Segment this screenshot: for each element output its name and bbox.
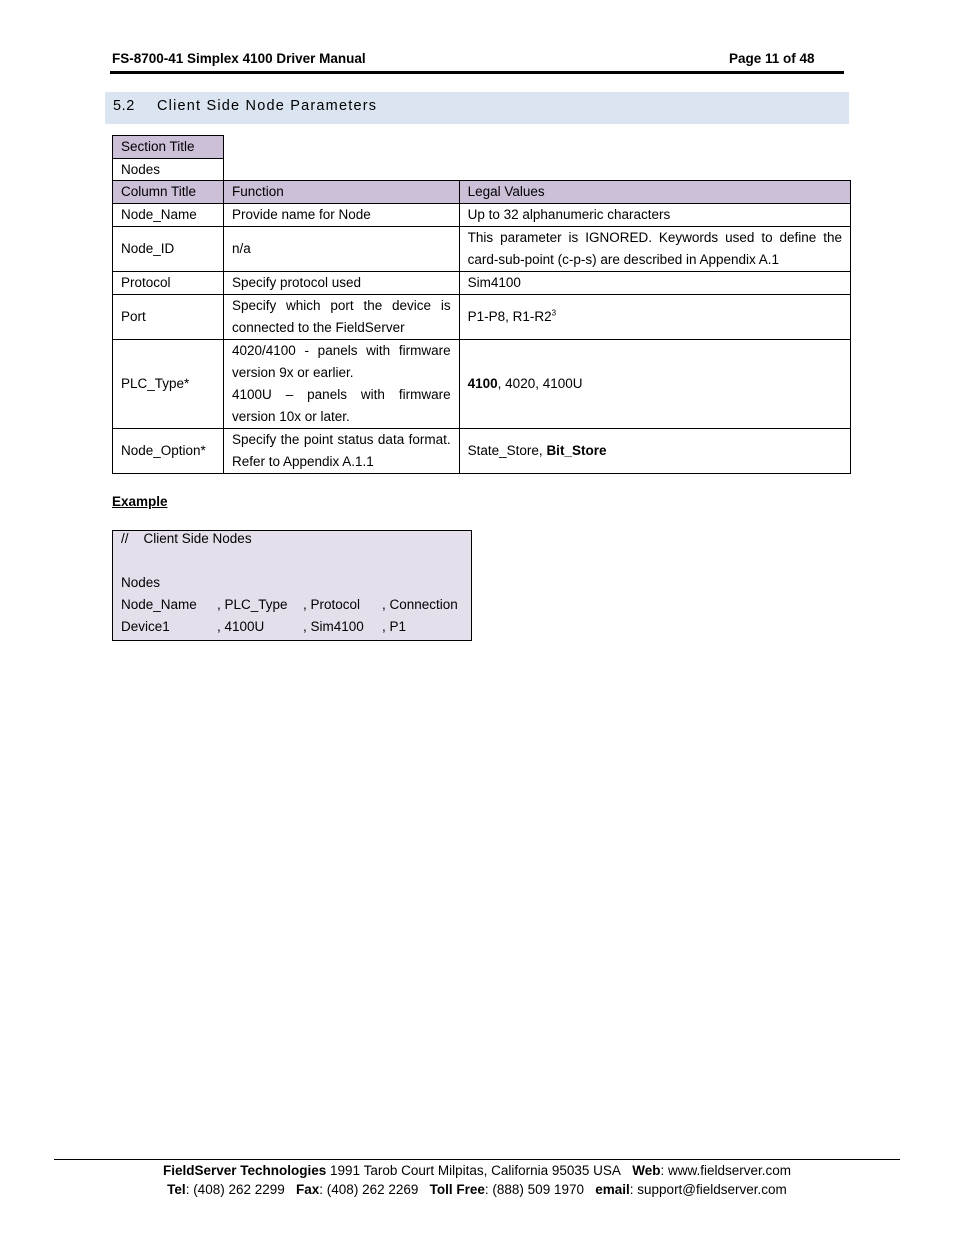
code-section: Nodes — [121, 575, 161, 590]
column-header-legal-values: Legal Values — [459, 181, 850, 204]
code-value-cell: , Sim4100 — [303, 619, 364, 634]
email-address: : support@fieldserver.com — [629, 1182, 787, 1197]
row-legal-values: Up to 32 alphanumeric characters — [459, 204, 850, 227]
row-name: Port — [113, 295, 224, 340]
row-legal-values — [459, 429, 850, 474]
fax-number: : (408) 262 2269 — [319, 1182, 419, 1197]
row-legal-values: Sim4100 — [459, 272, 850, 295]
table-row — [113, 204, 851, 227]
code-value-cell: , P1 — [382, 619, 407, 634]
tollfree-label: Toll Free — [429, 1182, 485, 1197]
section-title-table — [112, 135, 224, 182]
code-header-cell: , PLC_Type — [217, 597, 288, 612]
legal-values-text: P1-P8, R1-R2 — [467, 309, 552, 324]
section-title-label: Section Title — [113, 136, 224, 159]
row-legal-values — [459, 340, 850, 429]
row-function: n/a — [223, 227, 459, 272]
company-name: FieldServer Technologies — [162, 1163, 327, 1178]
example-code-box — [112, 530, 472, 641]
footer-divider — [54, 1159, 900, 1160]
table-row — [113, 227, 851, 272]
page-number: Page 11 of 48 — [729, 51, 815, 66]
row-function: Specify which port the device is connected to the FieldServer — [223, 295, 459, 340]
email-label: email — [595, 1182, 630, 1197]
code-comment: // Client Side Nodes — [121, 531, 252, 546]
code-value-cell: , 4100U — [217, 619, 265, 634]
tel-number: : (408) 262 2299 — [185, 1182, 285, 1197]
code-header-cell: Node_Name — [121, 597, 197, 612]
footer-contact-line — [0, 1182, 954, 1197]
row-function — [223, 340, 459, 429]
row-legal-values — [459, 295, 850, 340]
footnote-marker: 3 — [551, 308, 557, 318]
table-row — [113, 295, 851, 340]
table-row — [113, 272, 851, 295]
code-value-cell: Device1 — [121, 619, 170, 634]
row-name: Protocol — [113, 272, 224, 295]
tollfree-number: : (888) 509 1970 — [484, 1182, 584, 1197]
tel-label: Tel — [167, 1182, 186, 1197]
row-name: PLC_Type* — [113, 340, 224, 429]
other-values: State_Store, — [467, 443, 547, 458]
column-header-function: Function — [223, 181, 459, 204]
code-header-cell: , Connection — [382, 597, 458, 612]
section-title-value: Nodes — [113, 159, 224, 182]
function-line-a: 4020/4100 - panels with firmware version 9x or earlier. — [231, 343, 451, 380]
table-header-row — [113, 181, 851, 204]
footer-address-line — [0, 1163, 954, 1178]
default-value: Bit_Store — [546, 443, 607, 458]
row-function: Specify the point status data format. Refer to Appendix A.1.1 — [223, 429, 459, 474]
fax-label: Fax — [296, 1182, 320, 1197]
default-value: 4100 — [467, 376, 498, 391]
parameters-table — [112, 180, 851, 474]
example-heading: Example — [112, 494, 168, 509]
company-address: 1991 Tarob Court Milpitas, California 95035 USA — [326, 1163, 621, 1178]
other-values: , 4020, 4100U — [497, 376, 583, 391]
table-row — [113, 429, 851, 474]
row-name: Node_Name — [113, 204, 224, 227]
code-header-cell: , Protocol — [303, 597, 361, 612]
section-number: 5.2 — [113, 98, 135, 114]
header-divider — [110, 71, 844, 74]
row-legal-values: This parameter is IGNORED. Keywords used to define the card-sub-point (c-p-s) are described in Appendix A.1 — [459, 227, 850, 272]
section-title: Client Side Node Parameters — [157, 98, 378, 114]
table-row — [113, 340, 851, 429]
web-address: : www.fieldserver.com — [660, 1163, 792, 1178]
row-name: Node_ID — [113, 227, 224, 272]
function-line-b: 4100U – panels with firmware version 10x or later. — [231, 387, 451, 424]
row-name: Node_Option* — [113, 429, 224, 474]
column-header-title: Column Title — [113, 181, 224, 204]
row-function: Specify protocol used — [223, 272, 459, 295]
row-function: Provide name for Node — [223, 204, 459, 227]
manual-title: FS-8700-41 Simplex 4100 Driver Manual — [112, 51, 366, 66]
web-label: Web — [632, 1163, 661, 1178]
